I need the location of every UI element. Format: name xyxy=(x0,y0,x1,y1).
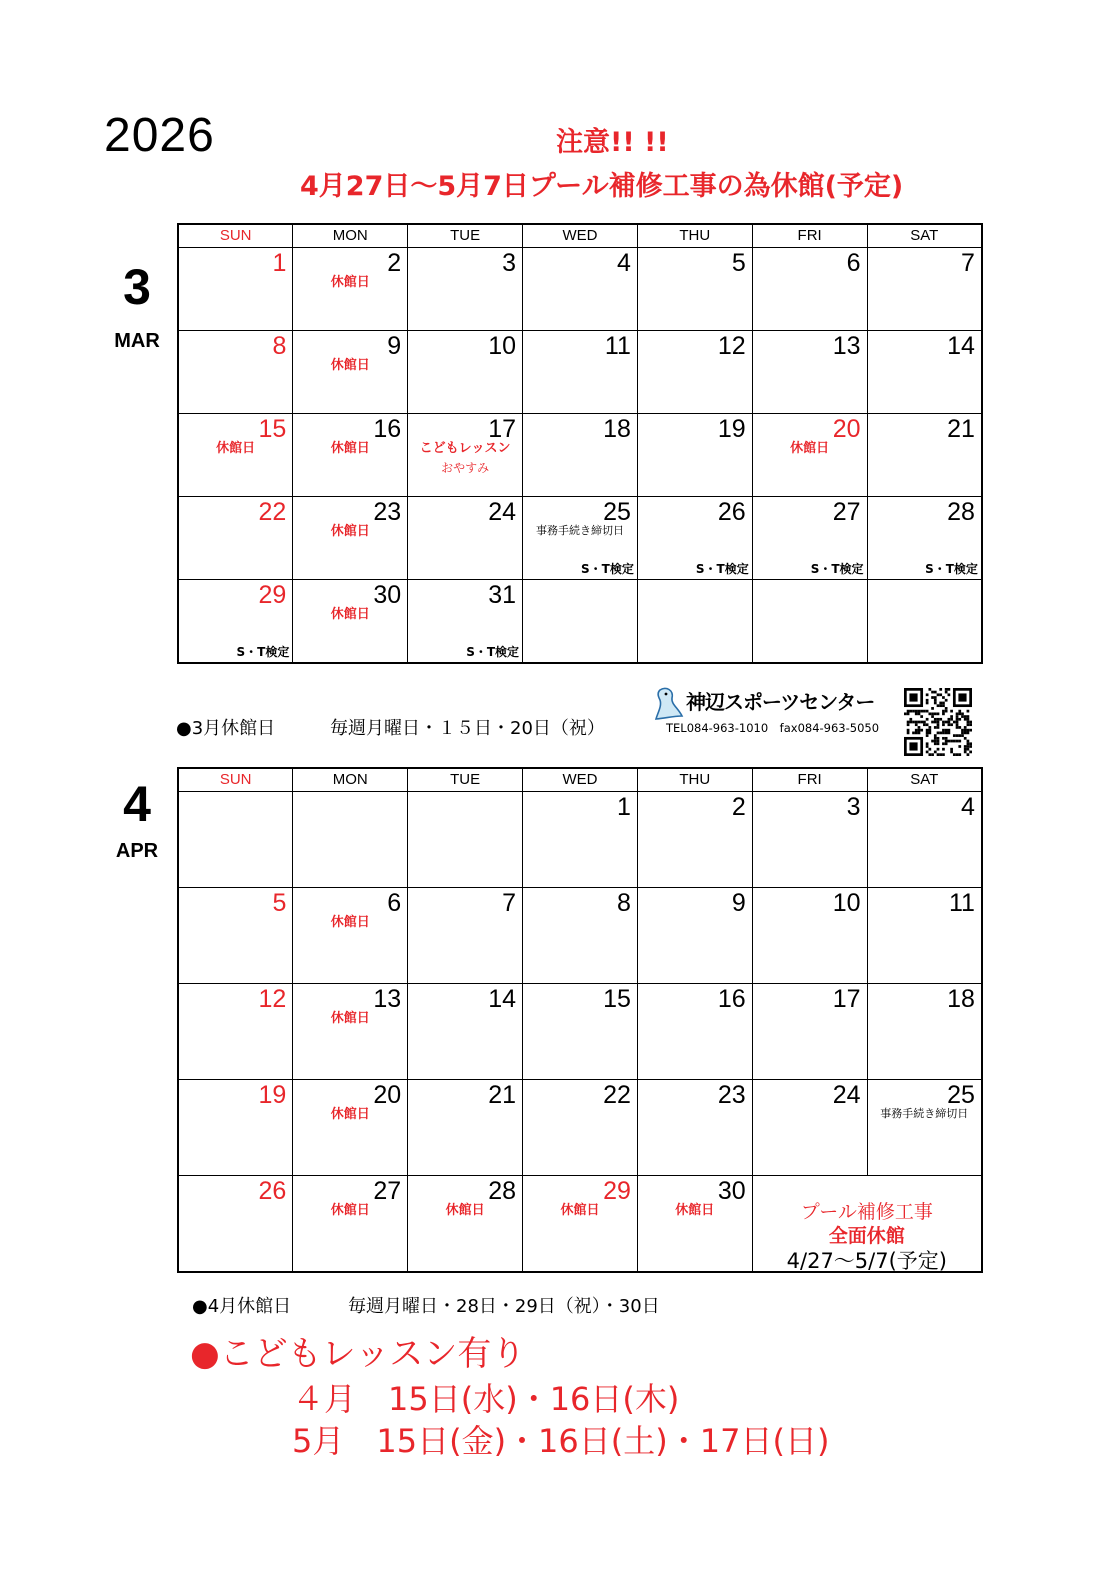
day-number: 11 xyxy=(948,889,975,917)
day-number: 10 xyxy=(832,889,861,917)
day-number: 27 xyxy=(832,498,861,526)
april-closed-label: ●4月休館日 xyxy=(192,1296,292,1317)
day-number: 6 xyxy=(846,249,861,277)
closed-day-note: 休館日 xyxy=(330,441,370,456)
weekday-header: TUE xyxy=(408,768,523,792)
day-cell xyxy=(178,331,293,414)
day-cell xyxy=(408,1176,523,1273)
march-month-number: 3 xyxy=(123,259,151,315)
day-cell xyxy=(867,414,982,497)
day-number: 27 xyxy=(373,1177,402,1205)
closure-notice xyxy=(753,1200,981,1274)
day-number: 20 xyxy=(832,415,861,443)
day-cell xyxy=(752,331,867,414)
day-cell xyxy=(867,888,982,984)
deadline-note: 事務手続き締切日 xyxy=(880,1107,969,1120)
closed-day-note: 休館日 xyxy=(330,1203,370,1218)
closed-day-note: 休館日 xyxy=(560,1203,600,1218)
day-cell xyxy=(293,331,408,414)
closed-day-note: 休館日 xyxy=(330,524,370,539)
swim-test-note: S・T検定 xyxy=(236,645,290,659)
day-number: 5 xyxy=(731,249,746,277)
day-number: 19 xyxy=(717,415,746,443)
march-calendar xyxy=(177,223,983,664)
day-cell xyxy=(293,580,408,664)
weekday-header: FRI xyxy=(752,224,867,248)
day-cell xyxy=(408,888,523,984)
qr-code-icon xyxy=(904,688,972,756)
day-cell xyxy=(178,580,293,664)
day-cell xyxy=(293,984,408,1080)
day-cell xyxy=(637,792,752,888)
year-title: 2026 xyxy=(104,109,215,162)
weekday-header: WED xyxy=(523,768,638,792)
day-number: 1 xyxy=(272,249,287,277)
weekday-header: TUE xyxy=(408,224,523,248)
week-row xyxy=(178,497,982,580)
day-number: 28 xyxy=(947,498,975,526)
day-cell xyxy=(178,984,293,1080)
day-cell xyxy=(178,888,293,984)
closed-day-note: 休館日 xyxy=(216,441,256,456)
week-row xyxy=(178,580,982,664)
day-number: 29 xyxy=(258,581,287,609)
weekday-header: THU xyxy=(637,768,752,792)
swim-test-note: S・T検定 xyxy=(925,562,978,576)
day-cell xyxy=(293,888,408,984)
day-cell xyxy=(867,331,982,414)
day-number: 26 xyxy=(258,1177,287,1205)
week-row xyxy=(178,414,982,497)
week-row xyxy=(178,792,982,888)
day-number: 25 xyxy=(947,1081,975,1109)
facility-logo xyxy=(652,686,892,738)
week-row xyxy=(178,984,982,1080)
day-number: 3 xyxy=(846,793,861,821)
day-number: 7 xyxy=(961,249,975,277)
notice-closure: 4月27日～5月7日プール補修工事の為休館(予定) xyxy=(300,171,904,202)
facility-name: 神辺スポーツセンター xyxy=(686,690,875,714)
day-number: 21 xyxy=(947,415,975,443)
day-number: 13 xyxy=(373,985,402,1013)
day-cell xyxy=(637,1080,752,1176)
day-cell xyxy=(178,1176,293,1273)
day-cell xyxy=(293,1176,408,1273)
closed-day-note: 休館日 xyxy=(330,358,370,373)
day-number: 26 xyxy=(717,498,746,526)
day-cell xyxy=(523,984,638,1080)
day-cell xyxy=(408,1080,523,1176)
day-number: 9 xyxy=(387,332,402,360)
day-number: 6 xyxy=(387,889,402,917)
day-cell xyxy=(523,331,638,414)
day-number: 30 xyxy=(373,581,402,609)
day-number: 28 xyxy=(488,1177,517,1205)
day-number: 18 xyxy=(947,985,975,1013)
weekday-header: WED xyxy=(523,224,638,248)
swim-test-note: S・T検定 xyxy=(466,645,520,659)
closed-day-note: 休館日 xyxy=(675,1203,715,1218)
day-number: 29 xyxy=(603,1177,631,1205)
day-cell xyxy=(293,497,408,580)
closed-day-note: 休館日 xyxy=(330,275,370,290)
facility-contact: TEL084-963-1010 fax084-963-5050 xyxy=(666,721,880,735)
week-row xyxy=(178,248,982,331)
day-number: 2 xyxy=(731,793,746,821)
day-number: 30 xyxy=(717,1177,746,1205)
day-cell xyxy=(408,248,523,331)
closure-notice-cell xyxy=(752,1176,982,1273)
closure-line2: 全面休館 xyxy=(828,1225,905,1247)
day-cell xyxy=(867,792,982,888)
swim-test-note: S・T検定 xyxy=(581,562,634,576)
day-number: 4 xyxy=(961,793,975,821)
weekday-header: MON xyxy=(293,768,408,792)
day-number: 2 xyxy=(387,249,402,277)
day-cell xyxy=(867,580,982,664)
day-cell xyxy=(752,792,867,888)
week-row xyxy=(178,331,982,414)
day-number: 25 xyxy=(603,498,631,526)
day-number: 11 xyxy=(604,332,631,360)
march-closed-days: 毎週月曜日・１５日・20日（祝） xyxy=(330,718,605,739)
day-cell xyxy=(523,248,638,331)
march-month-label: MAR xyxy=(114,330,160,352)
day-number: 12 xyxy=(258,985,287,1013)
day-number: 8 xyxy=(616,889,631,917)
day-cell xyxy=(752,248,867,331)
day-number: 16 xyxy=(717,985,746,1013)
weekday-header: SUN xyxy=(178,768,293,792)
day-cell xyxy=(752,888,867,984)
day-number: 31 xyxy=(488,581,517,609)
day-cell xyxy=(293,414,408,497)
day-cell xyxy=(408,497,523,580)
day-number: 4 xyxy=(616,249,631,277)
march-closed-label: ●3月休館日 xyxy=(176,718,276,739)
day-cell xyxy=(178,414,293,497)
lesson-may: 5月 15日(金)・16日(土)・17日(日) xyxy=(292,1422,830,1460)
day-cell xyxy=(867,497,982,580)
day-cell xyxy=(523,792,638,888)
day-cell xyxy=(408,792,523,888)
day-cell xyxy=(867,248,982,331)
day-cell xyxy=(752,580,867,664)
day-cell xyxy=(637,984,752,1080)
day-number: 3 xyxy=(502,249,517,277)
day-number: 14 xyxy=(947,332,975,360)
day-cell xyxy=(523,888,638,984)
day-cell xyxy=(408,580,523,664)
april-closed-days: 毎週月曜日・28日・29日（祝）・30日 xyxy=(348,1296,660,1317)
april-month-label: APR xyxy=(115,840,159,862)
day-number: 13 xyxy=(832,332,861,360)
april-calendar xyxy=(177,767,983,1273)
day-cell xyxy=(178,1080,293,1176)
day-cell xyxy=(523,414,638,497)
day-cell xyxy=(637,580,752,664)
day-number: 1 xyxy=(616,793,631,821)
day-cell xyxy=(637,331,752,414)
day-cell xyxy=(637,888,752,984)
day-number: 24 xyxy=(832,1081,861,1109)
day-cell xyxy=(867,1080,982,1176)
seal-mascot-icon xyxy=(652,686,686,722)
lesson-heading: ●こどもレッスン有り xyxy=(190,1334,526,1374)
day-number: 5 xyxy=(272,889,287,917)
week-row xyxy=(178,1080,982,1176)
day-number: 23 xyxy=(373,498,402,526)
day-cell xyxy=(408,414,523,497)
weekday-header: FRI xyxy=(752,768,867,792)
day-number: 21 xyxy=(488,1081,517,1109)
swim-test-note: S・T検定 xyxy=(810,562,864,576)
day-number: 20 xyxy=(373,1081,402,1109)
closed-day-note: 休館日 xyxy=(330,1011,370,1026)
day-cell xyxy=(637,497,752,580)
deadline-note: 事務手続き締切日 xyxy=(535,524,624,537)
day-cell xyxy=(752,414,867,497)
day-number: 14 xyxy=(488,985,517,1013)
weekday-header: SAT xyxy=(867,768,982,792)
day-number: 7 xyxy=(502,889,517,917)
closure-line3: 4/27～5/7(予定) xyxy=(786,1249,947,1273)
day-cell xyxy=(293,792,408,888)
day-cell xyxy=(637,414,752,497)
day-cell xyxy=(178,248,293,331)
lesson-april: ４月 15日(水)・16日(木) xyxy=(292,1380,680,1418)
day-cell xyxy=(752,497,867,580)
day-cell xyxy=(293,1080,408,1176)
day-number: 18 xyxy=(603,415,631,443)
day-number: 15 xyxy=(603,985,631,1013)
day-number: 22 xyxy=(603,1081,631,1109)
day-cell xyxy=(867,984,982,1080)
closure-line1: プール補修工事 xyxy=(800,1201,933,1223)
day-cell xyxy=(523,1176,638,1273)
day-cell xyxy=(752,1080,867,1176)
notice-heading: 注意!! !! xyxy=(556,127,669,158)
day-number: 10 xyxy=(488,332,517,360)
day-cell xyxy=(523,1080,638,1176)
day-number: 23 xyxy=(717,1081,746,1109)
day-cell xyxy=(408,331,523,414)
closed-day-note: こどもレッスン xyxy=(419,441,511,456)
day-subnote: おやすみ xyxy=(441,461,490,475)
week-row xyxy=(178,888,982,984)
weekday-header: MON xyxy=(293,224,408,248)
day-cell xyxy=(637,1176,752,1273)
day-number: 19 xyxy=(258,1081,287,1109)
closed-day-note: 休館日 xyxy=(330,1107,370,1122)
day-number: 17 xyxy=(832,985,861,1013)
day-cell xyxy=(637,248,752,331)
closed-day-note: 休館日 xyxy=(330,607,370,622)
april-month-number: 4 xyxy=(123,776,151,832)
day-cell xyxy=(523,580,638,664)
day-number: 8 xyxy=(272,332,287,360)
weekday-header: SAT xyxy=(867,224,982,248)
closed-day-note: 休館日 xyxy=(330,915,370,930)
day-number: 15 xyxy=(258,415,287,443)
day-cell xyxy=(178,497,293,580)
day-cell xyxy=(178,792,293,888)
closed-day-note: 休館日 xyxy=(790,441,830,456)
day-cell xyxy=(293,248,408,331)
day-number: 24 xyxy=(488,498,517,526)
week-row xyxy=(178,1176,982,1273)
closed-day-note: 休館日 xyxy=(445,1203,485,1218)
day-cell xyxy=(408,984,523,1080)
weekday-header: SUN xyxy=(178,224,293,248)
swim-test-note: S・T検定 xyxy=(695,562,749,576)
weekday-header: THU xyxy=(637,224,752,248)
day-cell xyxy=(752,984,867,1080)
day-number: 16 xyxy=(373,415,402,443)
day-number: 9 xyxy=(731,889,746,917)
day-number: 12 xyxy=(717,332,746,360)
day-number: 22 xyxy=(258,498,287,526)
day-cell xyxy=(523,497,638,580)
day-number: 17 xyxy=(488,415,517,443)
